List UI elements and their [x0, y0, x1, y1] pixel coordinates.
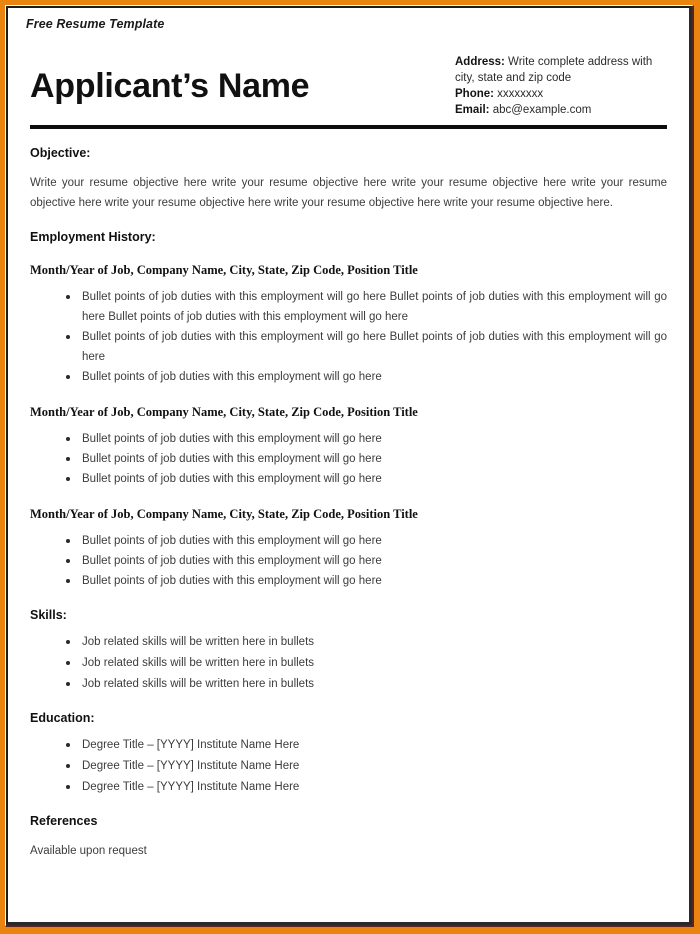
section-education: [30, 710, 667, 797]
job-bullet-list: [30, 429, 667, 489]
job-bullet: Bullet points of job duties with this employment will go here: [30, 571, 667, 591]
job-bullet: Bullet points of job duties with this employment will go here Bullet points of job duties with this employment will go here: [30, 327, 667, 367]
education-bullet: Degree Title – [YYYY] Institute Name Here: [30, 777, 667, 797]
applicant-name: Applicant’s Name: [30, 67, 310, 105]
contact-phone-line: [455, 86, 667, 102]
frame-inner-shadow: [5, 5, 694, 927]
job-bullet: Bullet points of job duties with this employment will go here Bullet points of job duties with this employment will go here Bullet points of job duties with this employment will go here: [30, 287, 667, 327]
objective-heading: Objective:: [30, 146, 91, 160]
job-bullet: Bullet points of job duties with this employment will go here: [30, 367, 667, 387]
job-entry: [30, 506, 667, 591]
resume-header: [22, 52, 675, 118]
resume-document-sheet: [6, 6, 692, 925]
email-value: abc@example.com: [489, 104, 592, 116]
email-label: Email:: [455, 104, 490, 116]
section-employment-history: [30, 229, 667, 591]
job-bullet: Bullet points of job duties with this employment will go here: [30, 469, 667, 489]
job-bullet: Bullet points of job duties with this employment will go here: [30, 551, 667, 571]
education-bullet-list: [30, 735, 667, 797]
phone-value: xxxxxxxx: [493, 88, 544, 100]
template-label: Free Resume Template: [26, 17, 165, 31]
job-entry: [30, 404, 667, 489]
address-value: Write complete address with city, state and zip code: [455, 56, 653, 84]
job-entry: [30, 262, 667, 387]
section-references: [30, 813, 667, 861]
job-bullet: Bullet points of job duties with this employment will go here: [30, 531, 667, 551]
job-bullet-list: [30, 531, 667, 591]
objective-text: Write your resume objective here write your resume objective here write your resume objective here write your resume objective here write your resume objective here write your resume objective here write your resume objective here.: [30, 177, 667, 209]
education-bullet: Degree Title – [YYYY] Institute Name Here: [30, 756, 667, 776]
section-objective: [30, 145, 667, 213]
job-heading: Month/Year of Job, Company Name, City, State, Zip Code, Position Title: [30, 263, 418, 277]
job-bullet: Bullet points of job duties with this employment will go here: [30, 449, 667, 469]
job-bullet-list: [30, 287, 667, 387]
skills-bullet-list: [30, 632, 667, 694]
phone-label: Phone:: [455, 88, 494, 100]
education-heading: Education:: [30, 711, 95, 725]
contact-block: [455, 54, 667, 118]
resume-body: [22, 145, 675, 861]
job-heading: Month/Year of Job, Company Name, City, State, Zip Code, Position Title: [30, 405, 418, 419]
references-heading: References: [30, 814, 98, 828]
references-text: Available upon request: [30, 845, 147, 857]
skill-bullet: Job related skills will be written here in bullets: [30, 674, 667, 694]
education-bullet: Degree Title – [YYYY] Institute Name Here: [30, 735, 667, 755]
skill-bullet: Job related skills will be written here in bullets: [30, 632, 667, 652]
skill-bullet: Job related skills will be written here in bullets: [30, 653, 667, 673]
employment-history-heading: Employment History:: [30, 230, 156, 244]
skills-heading: Skills:: [30, 608, 67, 622]
header-divider-rule: [30, 125, 667, 129]
job-bullet: Bullet points of job duties with this employment will go here: [30, 429, 667, 449]
contact-email-line: [455, 102, 667, 118]
job-heading: Month/Year of Job, Company Name, City, State, Zip Code, Position Title: [30, 507, 418, 521]
section-skills: [30, 607, 667, 694]
address-label: Address:: [455, 56, 505, 68]
contact-address-line: [455, 54, 667, 86]
